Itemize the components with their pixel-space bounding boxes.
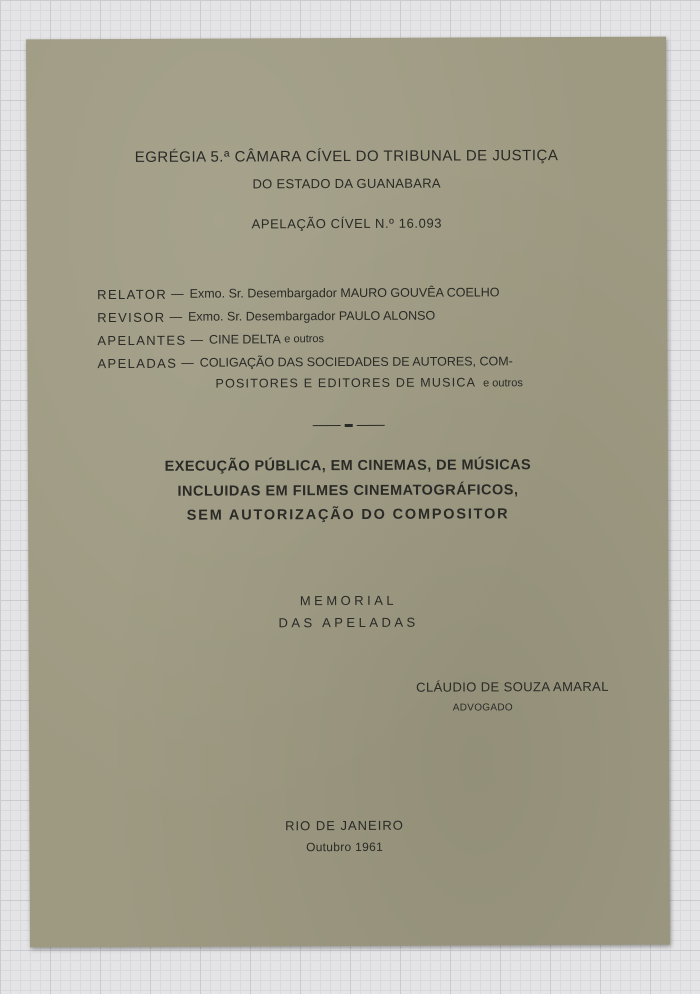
party-label: REVISOR <box>97 309 166 326</box>
court-name: EGRÉGIA 5.ª CÂMARA CÍVEL DO TRIBUNAL DE JUSTIÇA <box>134 147 559 166</box>
ornamental-divider <box>313 425 385 427</box>
party-row-apelantes <box>97 327 617 352</box>
party-label: APELADAS <box>97 355 178 372</box>
party-row-apeladas <box>97 350 617 375</box>
party-row-relator <box>97 281 617 306</box>
document-cover <box>26 37 670 948</box>
subject-line-3: SEM AUTORIZAÇÃO DO COMPOSITOR <box>186 506 510 524</box>
party-suffix: e outros <box>284 333 325 346</box>
author-name: CLÁUDIO DE SOUZA AMARAL <box>416 678 609 695</box>
party-row-revisor <box>97 304 617 329</box>
party-text: Exmo. Sr. Desembargador MAURO GOUVÊA COELHO <box>189 285 500 301</box>
party-text: Exmo. Sr. Desembargador PAULO ALONSO <box>188 308 436 324</box>
publication-city: RIO DE JANEIRO <box>285 817 404 834</box>
party-label: APELANTES <box>97 332 187 349</box>
party-continuation-text: POSITORES E EDITORES DE MUSICA <box>215 375 477 391</box>
party-label: RELATOR <box>97 286 168 303</box>
memorial-title: MEMORIAL <box>299 592 398 609</box>
party-suffix: e outros <box>483 377 523 390</box>
party-dash: — <box>181 355 194 370</box>
subject-line-2: INCLUIDAS EM FILMES CINEMATOGRÁFICOS, <box>177 482 519 500</box>
party-dash: — <box>171 286 184 301</box>
parties-list <box>97 281 617 395</box>
party-text: COLIGAÇÃO DAS SOCIEDADES DE AUTORES, COM- <box>199 354 513 370</box>
party-continuation <box>97 373 617 395</box>
publication-date: Outubro 1961 <box>306 839 384 855</box>
court-state: DO ESTADO DA GUANABARA <box>252 175 441 192</box>
party-dash: — <box>190 332 204 347</box>
appeal-number: APELAÇÃO CÍVEL N.º 16.093 <box>251 215 443 232</box>
author-role: ADVOGADO <box>452 702 513 714</box>
memorial-subtitle: DAS APELADAS <box>278 614 419 631</box>
subject-line-1: EXECUÇÃO PÚBLICA, EM CINEMAS, DE MÚSICAS <box>164 457 532 475</box>
party-dash: — <box>169 309 183 324</box>
party-text: CINE DELTA <box>208 332 281 347</box>
